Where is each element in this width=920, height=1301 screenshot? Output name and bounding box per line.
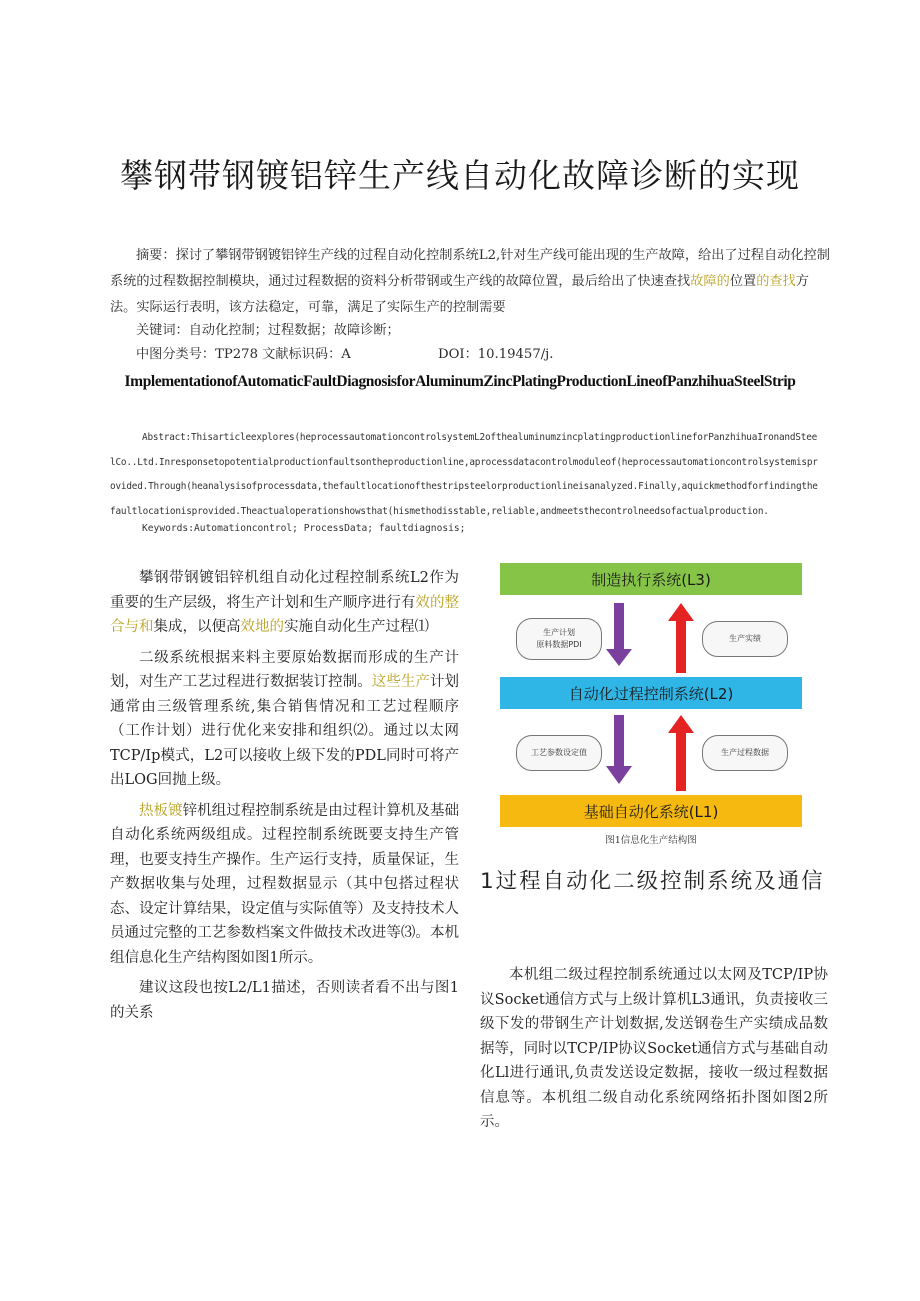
abstract-label: 摘要： bbox=[136, 248, 176, 263]
body-paragraph: 本机组二级过程控制系统通过以太网及TCP/IP协议Socket通信方式与上级计算机L3通讯，负责接收三级下发的带钢生产计划数据,发送钢卷生产实绩成品数据等，同时以TCP/IP协议Socket通信方式与基础自动化Ll进行通讯,负责发送设定数据，接收一级过程数据信息等。本机组二级自动化系统网络拓扑图如图2所示。 bbox=[480, 967, 828, 1130]
keywords-cn: 关键词：自动化控制；过程数据；故障诊断； bbox=[136, 323, 400, 338]
body-paragraph bbox=[110, 566, 459, 640]
pill-label: 原料数据PDI bbox=[536, 640, 582, 649]
body-right-column bbox=[480, 963, 828, 1135]
body-highlight: 效地的 bbox=[240, 619, 284, 635]
body-text: 二级系统根据来料主要原始数据而形成的生产计划，对生产工艺过程进行数据装订控制。 bbox=[110, 649, 459, 690]
arrow-layer bbox=[500, 563, 802, 831]
abstract-cn bbox=[110, 243, 830, 321]
abstract-text: 探讨了攀钢带钢镀铝锌生产线的过程自动化控制系统L2,针对生产线可能出现的生产故障，给出了过程自动化控制系统的过程数据控制模块，通过过程数据的资料分析带钢或生产线的故障位置，最后给出了快速查找 bbox=[110, 248, 830, 289]
classification-line bbox=[136, 342, 836, 368]
body-text: 锌机组过程控制系统是由过程计算机及基础自动化系统两级组成。过程控制系统既要支持生产管理，也要支持生产操作。生产运行支持，质量保证，生产数据收集与处理，过程数据显示（其中包搭过程状态、设定计算结果，设定值与实际值等）及支持技术人员通过完整的工艺参数档案文件做技术改进等⑶。本机组信息化生产结构图如图1所示。 bbox=[110, 802, 460, 966]
layer-l1-bar: 基础自动化系统(L1) bbox=[500, 795, 802, 827]
abstract-text: 方法。实际运行表明，该方法稳定，可靠，满足了实际生产的控制需要 bbox=[110, 274, 809, 315]
up-arrow-icon bbox=[668, 715, 694, 791]
body-paragraph bbox=[110, 799, 459, 971]
doi: DOI：10.19457/j. bbox=[438, 347, 554, 362]
abstract-highlight: 故障的 bbox=[690, 274, 730, 289]
layer-l3-bar: 制造执行系统(L3) bbox=[500, 563, 802, 595]
paper-title: 攀钢带钢镀铝锌生产线自动化故障诊断的实现 bbox=[120, 156, 800, 195]
body-text: 攀钢带钢镀铝锌机组自动化过程控制系统L2作为重要的生产层级，将生产计划和生产顺序进行有 bbox=[110, 570, 459, 611]
section-heading: 1过程自动化二级控制系统及通信 bbox=[480, 869, 825, 894]
pill-label: 生产实绩 bbox=[729, 634, 761, 643]
body-text: 集成，以便高 bbox=[153, 619, 241, 635]
abstract-text: 位置 bbox=[729, 274, 757, 289]
body-left-column bbox=[110, 566, 459, 1025]
body-text: 计划通常由三级管理系统,集合销售情况和工艺过程顺序（工作计划）进行优化来安排和组织⑵。通过以太网TCP/Ip模式，L2可以接收上级下发的PDL同时可将产出LOG回抛上级。 bbox=[110, 674, 460, 788]
layer-l2-bar: 自动化过程控制系统(L2) bbox=[500, 677, 802, 709]
down-arrow-icon bbox=[606, 603, 632, 666]
body-paragraph: 建议这段也按L2/L1描述，否则读者看不出与图1的关系 bbox=[110, 980, 459, 1021]
figure-1 bbox=[500, 563, 802, 831]
abstract-en: Abstract:Thisarticleexplores(heprocessautomationcontrolsystemL2ofthealuminumzincplatingproductionlineforPanzhihuaIronandSteelCo..Ltd.Inresponsetopotentialproductionfaultsontheproductionline,aprocessdatacontrolmoduleof(heprocessautomationcontrolsystemisprovided.Through(heanalysisofprocessdata,thefaultlocationofthestripsteelorproductionlineisanalyzed.Finally,aquickmethodforfindingthefaultlocationisprovided.Theactualoperationshowsthat(hismethodisstable,reliable,andmeetsthecontrolneedsofactualproduction. bbox=[110, 432, 818, 517]
classification-code: 中图分类号：TP278 文献标识码：A bbox=[136, 347, 351, 362]
pill-label: 工艺参数设定值 bbox=[531, 748, 587, 757]
pill-label: 生产过程数据 bbox=[721, 748, 769, 757]
body-paragraph bbox=[110, 646, 459, 793]
keywords-en: Keywords:Automationcontrol; ProcessData; faultdiagnosis; bbox=[142, 523, 466, 534]
abstract-highlight: 的查找 bbox=[756, 274, 796, 289]
english-title: ImplementationofAutomaticFaultDiagnosisforAluminumZincPlatingProductionLineofPanzhihuaSteelStrip bbox=[124, 373, 796, 390]
down-arrow-icon bbox=[606, 715, 632, 784]
pill-label: 生产计划 bbox=[543, 628, 575, 637]
body-highlight: 效的整合与和 bbox=[110, 594, 460, 635]
body-highlight: 这些生产 bbox=[371, 674, 430, 690]
body-highlight: 热板镀 bbox=[139, 802, 183, 819]
figure-caption: 图1信息化生产结构图 bbox=[605, 835, 697, 846]
body-text: 实施自动化生产过程⑴ bbox=[284, 619, 429, 635]
up-arrow-icon bbox=[668, 603, 694, 673]
